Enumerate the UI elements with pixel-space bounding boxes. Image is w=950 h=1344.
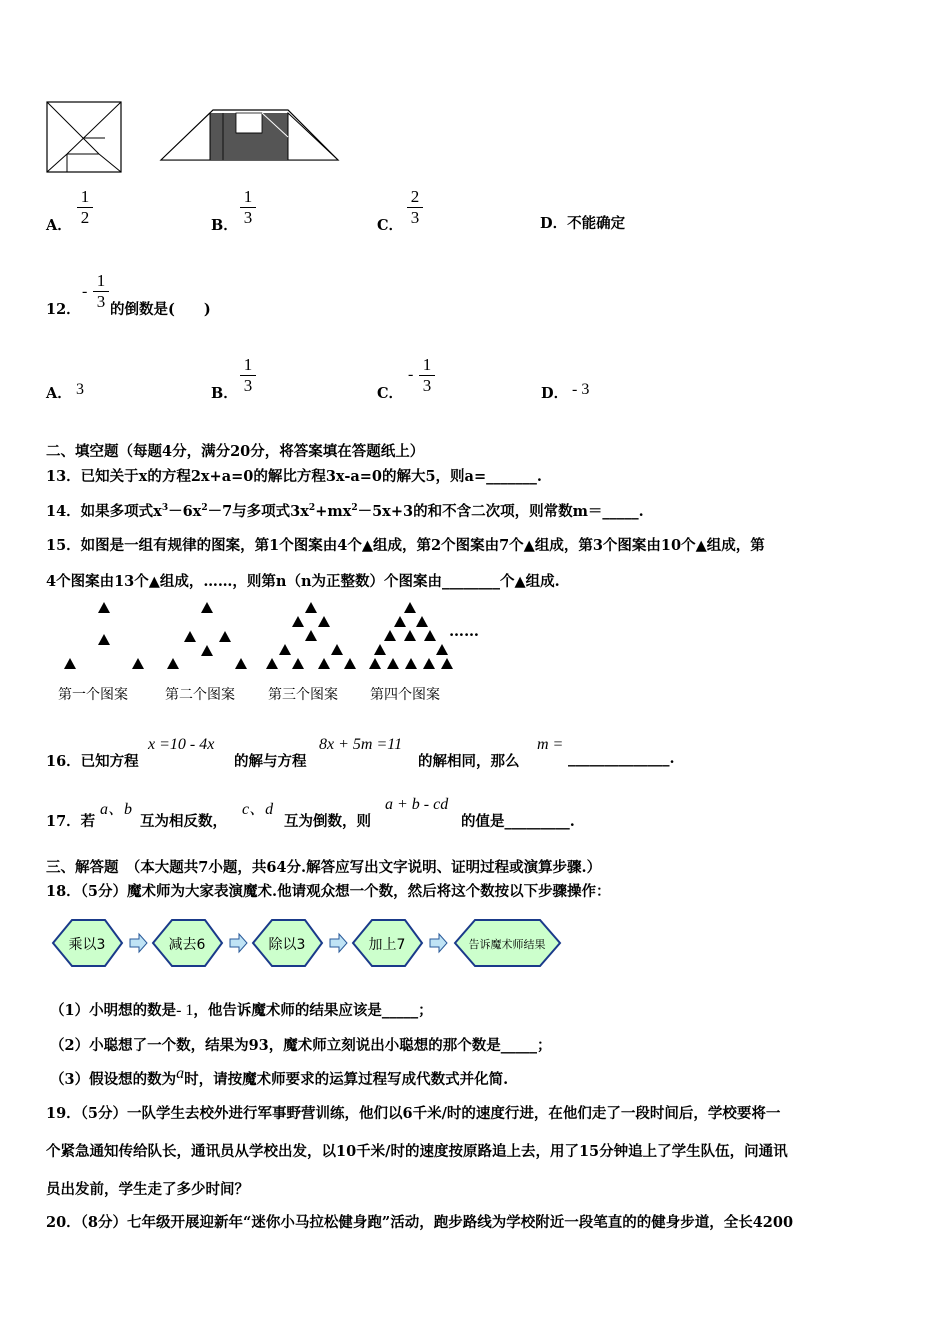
q17-tail: 的值是_________. [461, 813, 575, 830]
pattern3-triangle [279, 644, 291, 655]
q16-mid-text: 的解与方程 [234, 753, 307, 770]
q15-line1: 15．如图是一组有规律的图案，第1个图案由4个▲组成，第2个图案由7个▲组成，第3个图案由10个▲组成，第 [46, 537, 765, 554]
pattern4-triangle [405, 658, 417, 669]
q18-text: 18．（5分）魔术师为大家表演魔术.他请观众想一个数，然后将这个数按以下步骤操作： [46, 883, 611, 900]
q12-option-c-letter: C． [377, 385, 404, 402]
q11-option-a-fraction: 1 2 [76, 188, 94, 227]
q17-text-2: 互为倒数，则 [284, 813, 371, 830]
pattern4-triangle [416, 616, 428, 627]
q17-vars-cd: c、d [242, 801, 274, 818]
flow-step-1 [53, 920, 122, 966]
q19-line3: 员出发前，学生走了多少时间？ [46, 1181, 249, 1198]
q15-line2: 4个图案由13个▲组成，……，则第n（n为正整数）个图案由________个▲组成. [46, 573, 560, 590]
pattern4-triangle [441, 658, 453, 669]
flow-step-5-label: 告诉魔术师结果 [468, 938, 546, 951]
q19-line2: 个紧急通知传给队长，通讯员从学校出发，以10千米/时的速度按原路追上去，用了15分钟追上了学生队伍，问通讯 [46, 1143, 788, 1160]
tangram-square-figure [45, 100, 125, 176]
q11-option-b-letter: B． [211, 217, 238, 234]
pattern4-triangle [436, 644, 448, 655]
q16-number: 16．已知方程 [46, 753, 139, 770]
flow-arrow [130, 934, 147, 952]
q17-number: 17．若 [46, 813, 96, 830]
flow-step-3 [253, 920, 322, 966]
q18-part2: （2）小聪想了一个数，结果为93，魔术师立刻说出小聪想的那个数是_____； [50, 1037, 552, 1054]
q16-equation-2: 8x + 5m =11 [319, 736, 403, 753]
q15-caption-1: 第一个图案 [58, 687, 128, 703]
flow-step-1-label: 乘以3 [68, 937, 106, 953]
q17-text-1: 互为相反数， [140, 813, 227, 830]
q15-caption-4: 第四个图案 [370, 687, 440, 703]
pattern3-triangle [305, 630, 317, 641]
pattern3-triangle [292, 658, 304, 669]
q11-option-c-fraction: 2 3 [406, 188, 424, 227]
q17-expression: a + b - cd [385, 796, 449, 813]
pattern2-triangle [219, 631, 231, 642]
q11-option-c-letter: C． [377, 217, 404, 234]
q15-caption-2: 第二个图案 [165, 687, 235, 703]
q15-caption-3: 第三个图案 [268, 687, 338, 703]
q16-answer-blank: ______________. [568, 750, 675, 767]
q15-continuation-dots: …… [449, 622, 479, 640]
q12-option-c-fraction: 1 3 [418, 356, 436, 395]
q11-option-b-fraction: 1 3 [239, 188, 257, 227]
pattern4-triangle [394, 616, 406, 627]
q12-option-d-value: - 3 [572, 381, 590, 398]
pattern1-triangle [132, 658, 144, 669]
pattern1-triangle [98, 634, 110, 645]
pattern4-triangle [423, 658, 435, 669]
q12-neg-sign: - [82, 283, 88, 300]
q19-line1: 19．（5分）一队学生去校外进行军事野营训练，他们以6千米/时的速度行进，在他们走了一段时间后，学校要将一 [46, 1105, 781, 1122]
pattern3-triangle [266, 658, 278, 669]
q12-option-d-letter: D． [541, 385, 569, 402]
q15-pattern-figure [50, 598, 500, 676]
pattern3-triangle [344, 658, 356, 669]
q16-equation-1: x =10 - 4x [148, 736, 215, 753]
pattern4-triangle [404, 602, 416, 613]
q17-vars-ab: a、b [100, 801, 133, 818]
pattern2-triangle [201, 645, 213, 656]
q11-option-d: D．不能确定 [540, 215, 626, 232]
q12-option-a-letter: A． [46, 385, 72, 402]
q18-part1: （1）小明想的数是- 1，他告诉魔术师的结果应该是_____； [50, 1002, 433, 1019]
flow-step-5 [455, 920, 560, 966]
flow-step-3-label: 除以3 [268, 937, 306, 953]
pattern3-triangle [331, 644, 343, 655]
flow-step-4 [353, 920, 422, 966]
pattern4-triangle [384, 630, 396, 641]
q13-text: 13．已知关于x的方程2x+a=0的解比方程3x-a=0的解大5，则a=_______. [46, 468, 542, 485]
q14-text: 14．如果多项式$x^3-6x^2-7$与多项式$3x^2+mx^2-5x+3$的和不含二次项，则常数m＝_____. [46, 503, 644, 520]
q20-text: 20．（8分）七年级开展迎新年“迷你小马拉松健身跑”活动，跑步路线为学校附近一段笔直的的健身步道，全长4200 [46, 1214, 794, 1231]
pattern3-triangle [305, 602, 317, 613]
pattern1-triangle [98, 602, 110, 613]
pattern4-triangle [387, 658, 399, 669]
q18-flow-diagram [50, 915, 570, 973]
flow-arrow [330, 934, 347, 952]
q16-mid2-text: 的解相同，那么 [418, 753, 520, 770]
flow-arrow [230, 934, 247, 952]
pattern2-triangle [167, 658, 179, 669]
q12-option-b-letter: B． [211, 385, 238, 402]
section3-heading: 三、解答题 （本大题共7小题，共64分.解答应写出文字说明、证明过程或演算步骤.） [46, 859, 602, 876]
q12-option-b-fraction: 1 3 [239, 356, 257, 395]
pattern2-triangle [184, 631, 196, 642]
pattern3-triangle [318, 616, 330, 627]
section2-heading: 二、填空题（每题4分，满分20分，将答案填在答题纸上） [46, 443, 425, 460]
pattern4-triangle [374, 644, 386, 655]
q11-option-a-letter: A． [46, 217, 72, 234]
flow-step-2 [153, 920, 222, 966]
flow-arrow [430, 934, 447, 952]
q12-stem: 的倒数是( ) [110, 301, 211, 318]
q18-part3: （3）假设想的数为a时，请按魔术师要求的运算过程写成代数式并化简. [50, 1065, 509, 1088]
tangram-bridge-figure [158, 105, 340, 163]
q12-fraction: 1 3 [92, 272, 110, 311]
flow-step-2-label: 减去6 [168, 937, 206, 953]
pattern1-triangle [64, 658, 76, 669]
q16-equation-3: m = [537, 736, 564, 753]
pattern4-triangle [369, 658, 381, 669]
q12-number: 12． [46, 301, 81, 318]
pattern3-triangle [318, 658, 330, 669]
pattern2-triangle [201, 602, 213, 613]
q12-option-c-neg: - [408, 366, 414, 383]
q12-option-a-value: 3 [76, 381, 84, 398]
pattern4-triangle [404, 630, 416, 641]
pattern4-triangle [424, 630, 436, 641]
pattern3-triangle [292, 616, 304, 627]
flow-step-4-label: 加上7 [368, 937, 406, 953]
pattern2-triangle [235, 658, 247, 669]
